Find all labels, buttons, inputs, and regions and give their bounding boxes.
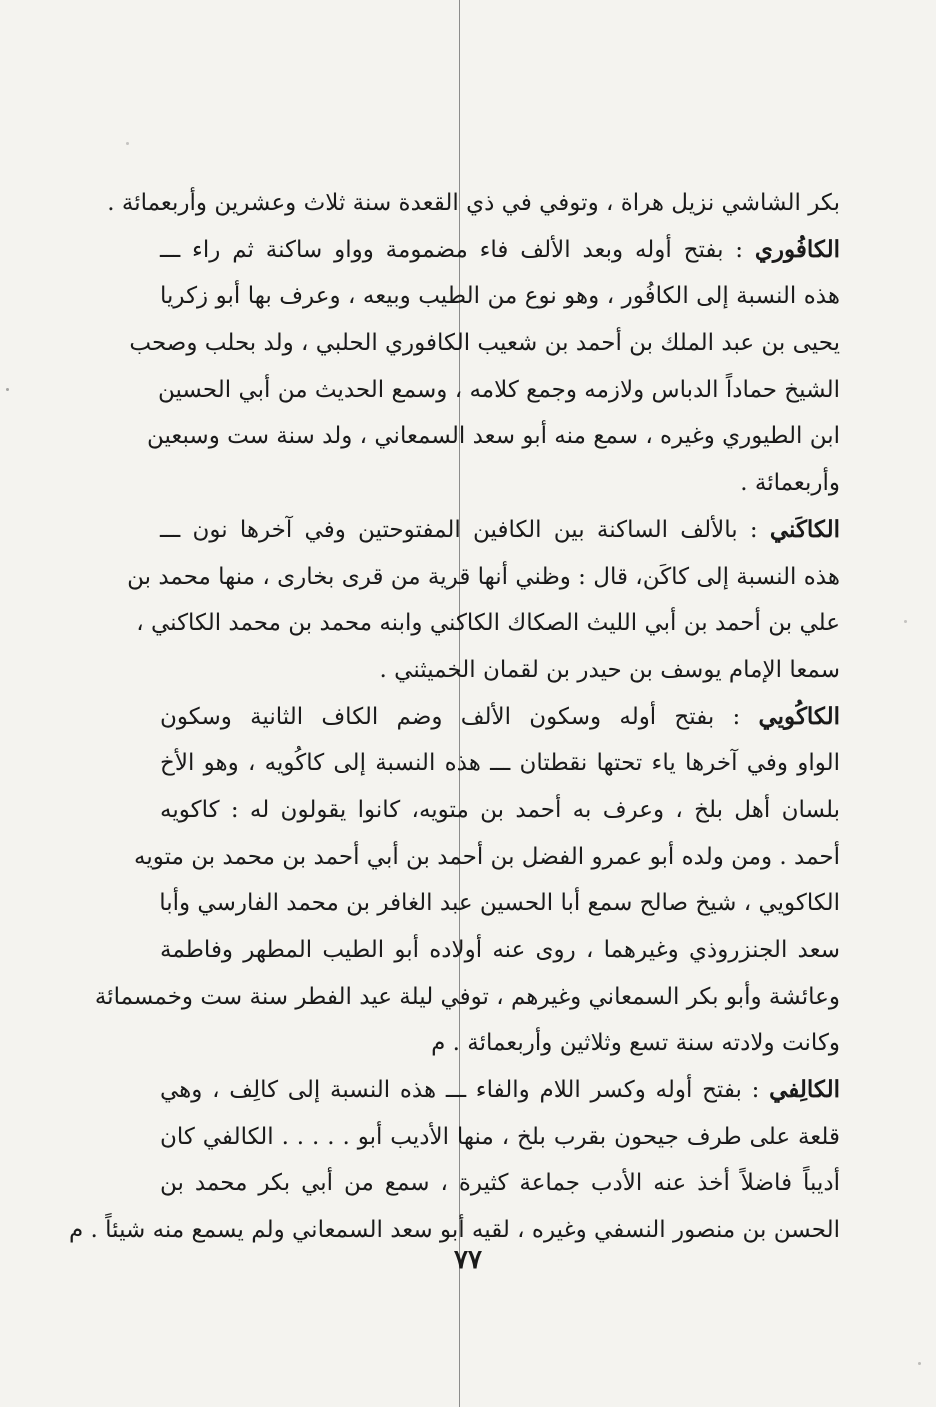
page-number: ٧٧ — [454, 1245, 482, 1275]
text-line: قلعة على طرف جيحون بقرب بلخ ، منها الأديب أبو . . . . . الكالفي كان — [160, 1123, 840, 1150]
text-line: ابن الطيوري وغيره ، سمع منه أبو سعد السمعاني ، ولد سنة ست وسبعين — [146, 423, 840, 450]
scan-speck — [6, 388, 9, 391]
scan-speck — [918, 1362, 921, 1365]
text-line: أديباً فاضلاً أخذ عنه الأدب جماعة كثيرة ، سمع من أبي بكر محمد بن — [160, 1170, 840, 1197]
text-line: الحسن بن منصور النسفي وغيره ، لقيه أبو سعد السمعاني ولم يسمع منه شيئاً . م — [68, 1217, 840, 1244]
text-line: أحمد . ومن ولده أبو عمرو الفضل بن أحمد بن أبي أحمد بن محمد بن متويه — [134, 843, 840, 870]
scan-speck — [904, 620, 907, 623]
entry-line-heading: الكافُوري : بفتح أوله وبعد الألف فاء مضمومة وواو ساكنة ثم راء ـــ — [160, 235, 840, 263]
entry-line-heading: الكاكُويي : بفتح أوله وسكون الألف وضم الكاف الثانية وسكون — [160, 702, 840, 730]
text-line: بكر الشاشي نزيل هراة ، وتوفي في ذي القعدة سنة ثلاث وعشرين وأربعمائة . — [107, 190, 840, 216]
text-line: علي بن أحمد بن أبي الليث الصكاك الكاكني وابنه محمد بن محمد الكاكني ، — [136, 610, 840, 637]
entry-heading: الكاكُويي — [758, 702, 840, 730]
text-line: هذه النسبة إلى الكافُور ، وهو نوع من الطيب وبيعه ، وعرف بها أبو زكريا — [160, 283, 840, 310]
text-line: يحيى بن عبد الملك بن أحمد بن شعيب الكافوري الحلبي ، ولد بحلب وصحب — [129, 330, 840, 357]
text-line: وأربعمائة . — [740, 470, 840, 497]
text-line: سمعا الإمام يوسف بن حيدر بن لقمان الخميثني . — [379, 656, 840, 683]
text-line: وكانت ولادته سنة تسع وثلاثين وأربعمائة . م — [431, 1030, 840, 1057]
text-line: وعائشة وأبو بكر السمعاني وغيرهم ، توفي ليلة عيد الفطر سنة ست وخمسمائة — [94, 983, 840, 1010]
text-line: الكاكويي ، شيخ صالح سمع أبا الحسين عبد الغافر بن محمد الفارسي وأبا — [159, 890, 840, 917]
entry-heading: الكالِفي — [769, 1076, 840, 1104]
text-line: الواو وفي آخرها ياء تحتها نقطتان ـــ هذه النسبة إلى كاكُويه ، وهو الأخ — [160, 750, 840, 777]
text-line: سعد الجنزروذي وغيرهما ، روى عنه أولاده أبو الطيب المطهر وفاطمة — [160, 937, 840, 963]
entry-heading: الكاكَني — [769, 515, 840, 543]
entry-heading: الكافُوري — [754, 235, 840, 263]
scan-speck — [126, 142, 129, 145]
page-text — [68, 180, 840, 1254]
text-line: هذه النسبة إلى كاكَن، قال : وظني أنها قرية من قرى بخارى ، منها محمد بن — [127, 563, 840, 590]
text-line: الشيخ حماداً الدباس ولازمه وجمع كلامه ، وسمع الحديث من أبي الحسين — [157, 376, 840, 403]
entry-line-heading: الكالِفي : بفتح أوله وكسر اللام والفاء ـــ هذه النسبة إلى كالِف ، وهي — [160, 1076, 840, 1104]
text-line: بلسان أهل بلخ ، وعرف به أحمد بن متويه، كانوا يقولون له : كاكويه — [160, 796, 840, 823]
entry-line-heading: الكاكَني : بالألف الساكنة بين الكافين المفتوحتين وفي آخرها نون ـــ — [160, 515, 840, 543]
